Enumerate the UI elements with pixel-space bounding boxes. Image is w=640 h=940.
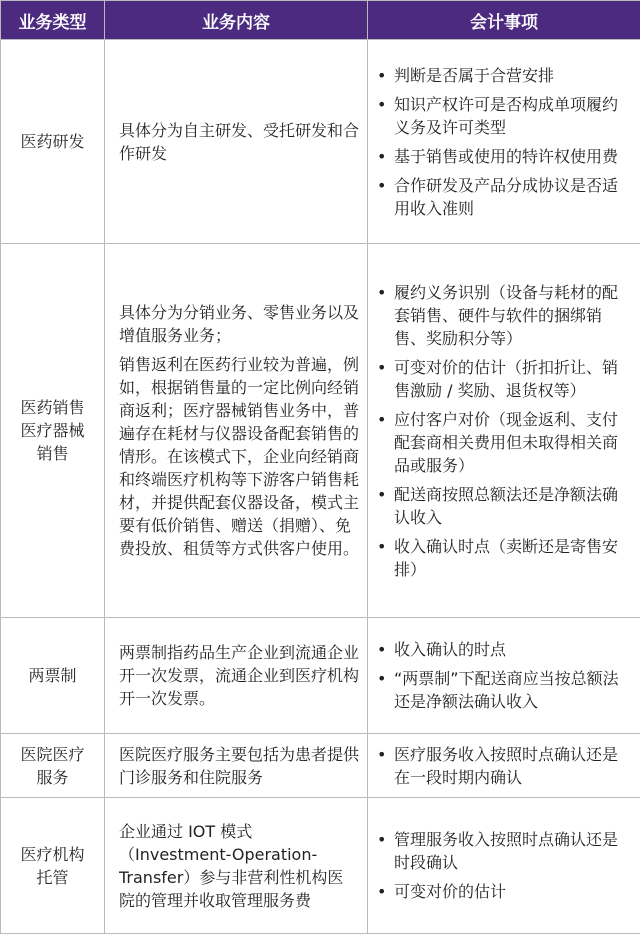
list-item [374,828,632,874]
business-content-paragraph: 企业通过 IOT 模式（Investment-Operation-Transfer）参与非营利性机构医院的管理并收取管理服务费 [119,821,344,910]
list-item [374,281,632,350]
list-item-text: 应付客户对价（现金返利、支付配套商相关费用但未取得相关商品或服务） [394,409,619,475]
list-item [374,483,632,529]
list-item-text: 履约义务识别（设备与耗材的配套销售、硬件与软件的捆绑销售、奖励积分等） [394,282,619,348]
accounting-list [374,638,632,713]
list-item-text: “两票制”下配送商应当按总额法还是净额法确认收入 [394,669,619,711]
list-item [374,638,632,661]
business-type-line: 销售 [36,444,69,463]
list-item-text: 收入确认的时点 [394,640,507,659]
business-content-paragraph: 医院医疗服务主要包括为患者提供门诊服务和住院服务 [119,744,360,787]
list-item-text: 基于销售或使用的特许权使用费 [394,146,619,166]
list-item [374,880,632,903]
business-content-paragraph: 两票制指药品生产企业到流通企业开一次发票，流通企业到医疗机构开一次发票。 [119,643,360,708]
accounting-items-cell [368,40,640,244]
list-item-text: 可变对价的估计 [394,882,507,901]
business-content-paragraph: 具体分为分销业务、零售业务以及增值服务业务； [119,303,360,345]
business-type-cell [1,798,105,934]
list-item-text: 管理服务收入按照时点确认还是时段确认 [394,830,619,872]
business-content-cell [105,618,368,734]
business-type-line: 医院医疗 [20,744,85,764]
business-type-line: 托管 [36,867,69,887]
table-row [1,734,640,798]
list-item-text: 配送商按照总额法还是净额法确认收入 [394,484,619,527]
bullet-icon: • [377,175,387,195]
business-type-cell [1,734,105,798]
header-business-type: 业务类型 [1,1,105,40]
table-row [1,244,640,618]
bullet-icon: • [377,640,387,659]
list-item [374,93,632,139]
list-item [374,174,632,220]
table-row [1,40,640,244]
accounting-list [374,64,632,220]
header-accounting-items: 会计事项 [368,1,640,40]
accounting-items-cell [368,244,640,618]
bullet-icon: • [377,146,387,166]
list-item [374,535,632,581]
bullet-icon: • [377,94,387,114]
bullet-icon: • [377,744,387,764]
business-type-line: 两票制 [28,666,77,685]
header-row [1,1,640,40]
bullet-icon: • [377,669,387,688]
list-item-text: 判断是否属于合营安排 [394,65,555,85]
business-type-line: 服务 [36,767,69,787]
bullet-icon: • [377,409,387,429]
business-type-cell [1,244,105,618]
list-item [374,408,632,477]
list-item-text: 医疗服务收入按照时点确认还是在一段时期内确认 [394,744,619,787]
business-type-cell [1,618,105,734]
bullet-icon: • [377,830,387,849]
list-item-text: 合作研发及产品分成协议是否适用收入准则 [394,175,619,218]
list-item-text: 知识产权许可是否构成单项履约义务及许可类型 [394,94,619,137]
business-content-cell [105,244,368,618]
business-type-line: 医药研发 [20,132,85,151]
accounting-list [374,281,632,581]
list-item-text: 收入确认时点（卖断还是寄售安排） [394,536,619,579]
accounting-list [374,828,632,903]
bullet-icon: • [377,536,387,556]
list-item-text: 可变对价的估计（折扣折让、销售激励 / 奖励、退货权等） [394,357,619,400]
accounting-items-cell [368,734,640,798]
business-content-paragraph: 销售返利在医药行业较为普遍，例如，根据销售量的一定比例向经销商返利；医疗器械销售业务中，普遍存在耗材与仪器设备配套销售的情形。在该模式下，企业向经销商和终端医疗机构等下游客户销售耗材，并提供配套仪器设备，模式主要有低价销售、赠送（捐赠）、免费投放、租赁等方式供客户使用。 [119,355,360,558]
table-row [1,798,640,934]
bullet-icon: • [377,882,387,901]
list-item [374,356,632,402]
accounting-items-cell [368,798,640,934]
business-type-line: 医疗机构 [20,844,85,864]
list-item [374,64,632,87]
business-content-cell [105,734,368,798]
business-content-cell [105,40,368,244]
list-item [374,667,632,713]
bullet-icon: • [377,357,387,377]
accounting-items-cell [368,618,640,734]
business-type-line: 医药销售 [20,398,85,417]
accounting-list [374,743,632,789]
business-content-cell [105,798,368,934]
bullet-icon: • [377,282,387,302]
table-row [1,618,640,734]
bullet-icon: • [377,65,387,85]
business-type-line: 医疗器械 [20,421,85,440]
header-business-content: 业务内容 [105,1,368,40]
list-item [374,743,632,789]
list-item [374,145,632,168]
bullet-icon: • [377,484,387,504]
business-type-cell [1,40,105,244]
business-content-paragraph: 具体分为自主研发、受托研发和合作研发 [119,120,360,163]
